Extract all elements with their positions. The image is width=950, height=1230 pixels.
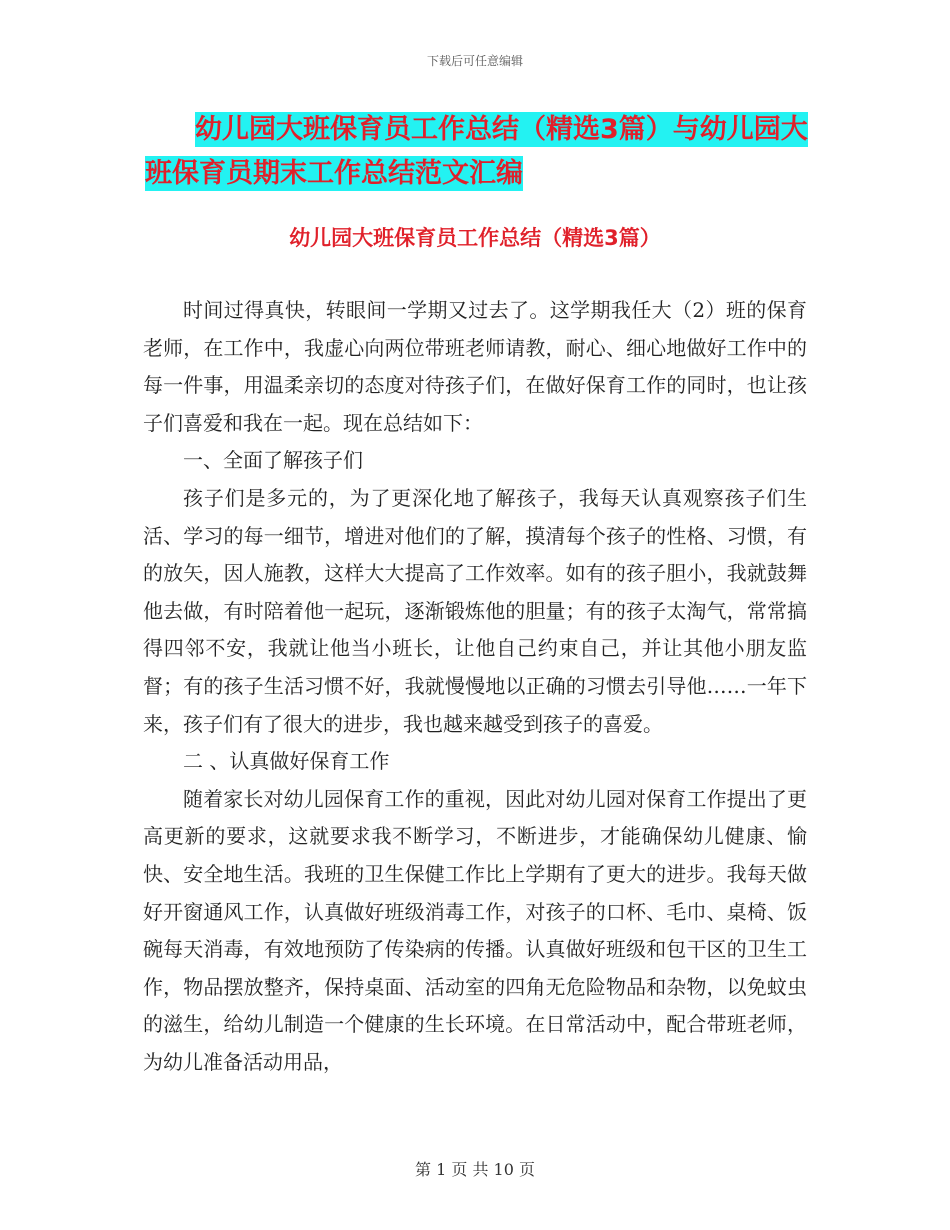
title-highlight-1: 幼儿园大班保育员工作总结（精选3篇）与幼儿园大 xyxy=(195,114,808,145)
title-highlight-2: 班保育员期末工作总结范文汇编 xyxy=(145,158,523,189)
paragraph-care-work: 随着家长对幼儿园保育工作的重视，因此对幼儿园对保育工作提出了更高更新的要求，这就要求我不断学习，不断进步，才能确保幼儿健康、愉快、安全地生活。我班的卫生保健工作比上学期有了更大的进步。我每天做好开窗通风工作，认真做好班级消毒工作，对孩子的口杯、毛巾、桌椅、饭碗每天消毒，有效地预防了传染病的传播。认真做好班级和包干区的卫生工作，物品摆放整齐，保持桌面、活动室的四角无危险物品和杂物，以免蚊虫的滋生，给幼儿制造一个健康的生长环境。在日常活动中，配合带班老师，为幼儿准备活动用品， xyxy=(143,786,807,1074)
heading-care-work: 二 、认真做好保育工作 xyxy=(183,749,390,774)
heading-understand-children: 一、全面了解孩子们 xyxy=(183,448,363,473)
section-title: 幼儿园大班保育员工作总结（精选3篇） xyxy=(289,226,661,250)
document-body xyxy=(143,292,807,1081)
document-title-line-2 xyxy=(145,152,810,196)
paragraph-intro: 时间过得真快，转眼间一学期又过去了。这学期我任大（2）班的保育老师，在工作中，我虚心向两位带班老师请教，耐心、细心地做好工作中的每一件事，用温柔亲切的态度对待孩子们，在做好保育工作的同时，也让孩子们喜爱和我在一起。现在总结如下： xyxy=(143,298,807,435)
document-title-line-1 xyxy=(145,108,810,152)
page-header-note: 下载后可任意编辑 xyxy=(426,54,523,68)
paragraph-understand-children: 孩子们是多元的，为了更深化地了解孩子，我每天认真观察孩子们生活、学习的每一细节，增进对他们的了解，摸清每个孩子的性格、习惯，有的放矢，因人施教，这样大大提高了工作效率。如有的孩子胆小，我就鼓舞他去做，有时陪着他一起玩，逐渐锻炼他的胆量；有的孩子太淘气，常常搞得四邻不安，我就让他当小班长，让他自己约束自己，并让其他小朋友监督；有的孩子生活习惯不好，我就慢慢地以正确的习惯去引导他……一年下来，孩子们有了很大的进步，我也越来越受到孩子的喜爱。 xyxy=(143,485,807,736)
page-number: 第 1 页 共 10 页 xyxy=(415,1160,535,1179)
document-title xyxy=(145,108,810,196)
